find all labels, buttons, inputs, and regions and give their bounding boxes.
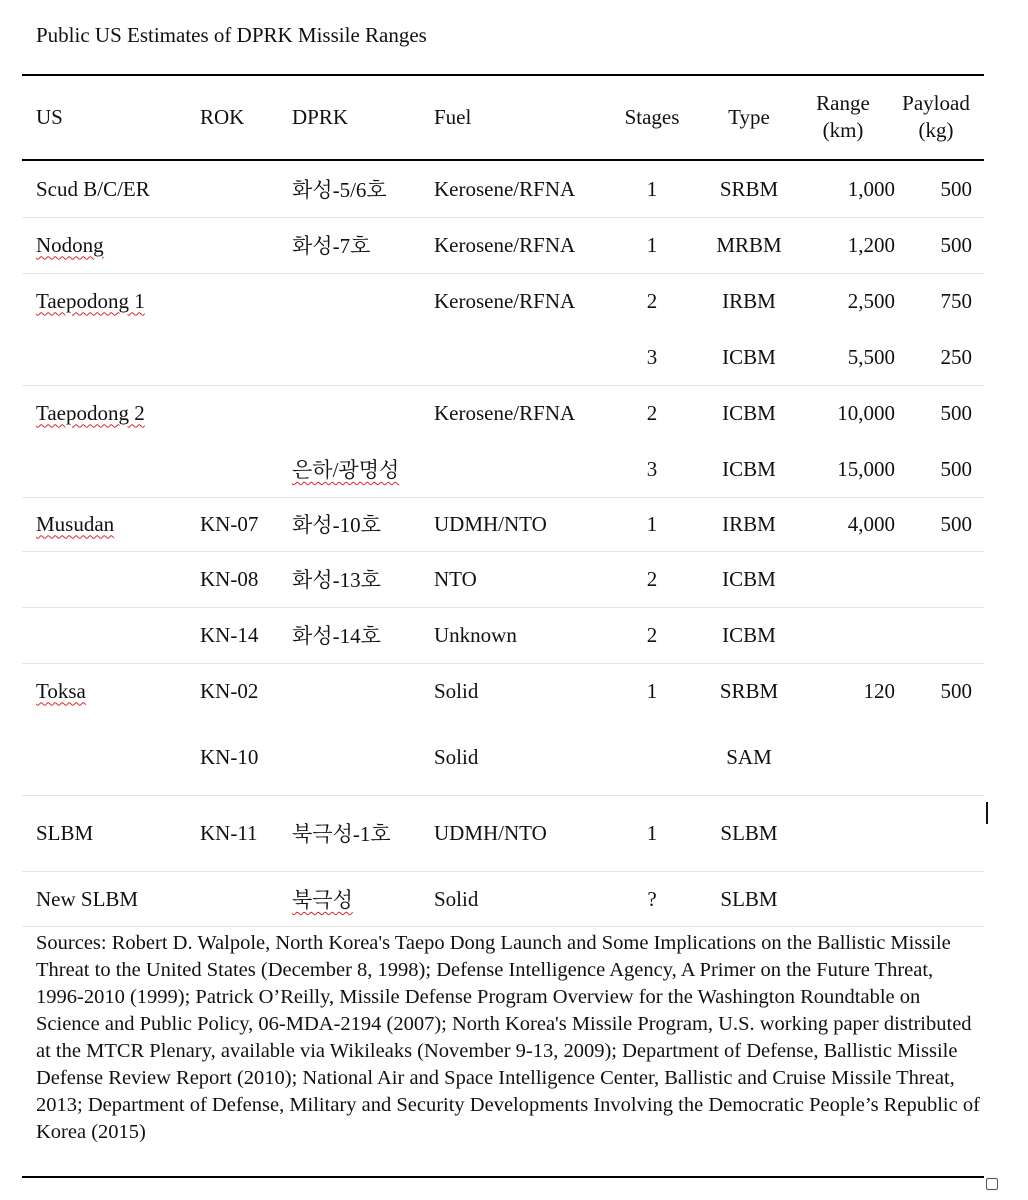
- header-fuel: Fuel: [434, 104, 472, 129]
- cell-dprk: [292, 273, 432, 329]
- cell-range: [782, 497, 895, 551]
- cell-dprk-text: 북극성: [292, 888, 353, 912]
- cell-fuel-text: UDMH/NTO: [434, 511, 547, 536]
- cell-us: [36, 385, 206, 441]
- cell-rok: [200, 273, 290, 329]
- cell-range: [782, 551, 895, 607]
- cell-stages-text: 1: [646, 820, 658, 845]
- cell-type-text: IRBM: [722, 511, 776, 536]
- cell-payload: [892, 871, 972, 927]
- cell-stages: [612, 871, 692, 927]
- cell-range-text: 1,000: [847, 176, 895, 201]
- cell-dprk: [292, 719, 432, 795]
- cell-range: [782, 795, 895, 871]
- header-type: Type: [728, 104, 770, 129]
- cell-payload-text: 500: [940, 400, 972, 425]
- cell-rok: [200, 607, 290, 663]
- cell-type: [709, 217, 789, 273]
- table-title: Public US Estimates of DPRK Missile Ranges: [36, 23, 427, 47]
- table-row: [22, 273, 984, 329]
- cell-us: [36, 719, 206, 795]
- cell-payload-text: 500: [940, 678, 972, 703]
- cell-type-text: ICBM: [722, 400, 776, 425]
- table-row: [22, 871, 984, 927]
- cell-dprk: [292, 871, 432, 927]
- sources-divider: [22, 926, 984, 927]
- cell-stages-text: 2: [646, 622, 658, 647]
- cell-us: [36, 551, 206, 607]
- cell-type-text: ICBM: [722, 566, 776, 591]
- header-range: [803, 86, 883, 148]
- cell-range: [782, 607, 895, 663]
- cell-rok: [200, 161, 290, 217]
- cell-fuel: [434, 497, 614, 551]
- cell-range: [782, 663, 895, 719]
- cell-payload-text: 500: [940, 511, 972, 536]
- cell-us-text: Taepodong 1: [36, 288, 145, 313]
- cell-fuel: [434, 551, 614, 607]
- cell-type: [709, 441, 789, 497]
- table-row: [22, 161, 984, 218]
- cell-fuel: [434, 273, 614, 329]
- cell-us-text: Toksa: [36, 678, 86, 703]
- cell-fuel-text: UDMH/NTO: [434, 820, 547, 845]
- cell-range: [782, 719, 895, 795]
- cell-us: [36, 607, 206, 663]
- cell-stages: [612, 795, 692, 871]
- cell-range-text: 5,500: [847, 344, 895, 369]
- cell-stages-text: 3: [646, 344, 658, 369]
- cell-stages-text: 2: [646, 566, 658, 591]
- cell-us-text: Taepodong 2: [36, 400, 145, 425]
- cell-dprk: [292, 607, 432, 663]
- cell-stages: [612, 719, 692, 795]
- cell-stages-text: 1: [646, 232, 658, 257]
- cell-type-text: ICBM: [722, 344, 776, 369]
- cell-fuel: [434, 607, 614, 663]
- cell-us: [36, 329, 206, 385]
- cell-range-text: 15,000: [837, 456, 895, 481]
- cell-type-text: ICBM: [722, 456, 776, 481]
- cell-fuel-text: Unknown: [434, 622, 517, 647]
- cell-payload: [892, 607, 972, 663]
- bottom-rule: [22, 1176, 984, 1178]
- header-rok: ROK: [200, 104, 245, 129]
- cell-dprk-text: 화성-5/6호: [292, 178, 387, 202]
- cell-payload-text: 750: [940, 288, 972, 313]
- cell-us: [36, 663, 206, 719]
- cell-type: [709, 871, 789, 927]
- cell-range: [782, 217, 895, 273]
- cell-stages: [612, 551, 692, 607]
- cell-rok-text: KN-10: [200, 744, 259, 769]
- cell-stages: [612, 329, 692, 385]
- cell-rok-text: KN-02: [200, 678, 259, 703]
- sources-note: [36, 930, 986, 1146]
- cell-type: [709, 795, 789, 871]
- cell-rok: [200, 329, 290, 385]
- cell-dprk-text: 화성-7호: [292, 234, 371, 258]
- cell-us-text: New SLBM: [36, 886, 139, 911]
- header-dprk: DPRK: [292, 104, 349, 129]
- cell-stages-text: ?: [647, 886, 657, 911]
- cell-type-text: SRBM: [719, 176, 779, 201]
- cell-stages: [612, 497, 692, 551]
- cell-fuel: [434, 385, 614, 441]
- cell-dprk-text: 화성-14호: [292, 624, 381, 648]
- cell-rok: [200, 497, 290, 551]
- cell-rok-text: KN-08: [200, 566, 259, 591]
- cell-stages-text: 1: [646, 678, 658, 703]
- cell-payload-text: 250: [940, 344, 972, 369]
- cell-range-text: 120: [863, 678, 895, 703]
- cell-stages: [612, 607, 692, 663]
- table-row: [22, 719, 984, 796]
- table-row: [22, 551, 984, 608]
- cell-rok: [200, 217, 290, 273]
- cell-type: [709, 607, 789, 663]
- cell-payload: [892, 719, 972, 795]
- cell-payload: [892, 551, 972, 607]
- cell-fuel: [434, 663, 614, 719]
- cell-dprk-text: 북극성-1호: [292, 822, 391, 846]
- cell-range: [782, 329, 895, 385]
- table-row: [22, 663, 984, 719]
- cell-range: [782, 273, 895, 329]
- cell-type: [709, 497, 789, 551]
- cell-us-text: Scud B/C/ER: [36, 176, 150, 201]
- cell-type-text: MRBM: [716, 232, 782, 257]
- cell-payload-text: 500: [940, 176, 972, 201]
- cell-fuel-text: Solid: [434, 886, 479, 911]
- cell-rok-text: KN-07: [200, 511, 259, 536]
- cell-payload: [892, 161, 972, 217]
- table-row: [22, 795, 984, 872]
- cell-range: [782, 161, 895, 217]
- cell-us: [36, 497, 206, 551]
- cell-stages: [612, 273, 692, 329]
- cell-range-text: 4,000: [847, 511, 895, 536]
- cell-payload: [892, 329, 972, 385]
- cell-us: [36, 217, 206, 273]
- cell-fuel-text: NTO: [434, 566, 477, 591]
- text-cursor: [986, 802, 988, 824]
- cell-stages-text: 1: [646, 176, 658, 201]
- cell-rok: [200, 719, 290, 795]
- cell-payload: [892, 795, 972, 871]
- header-range-unit: (km): [822, 118, 864, 142]
- cell-fuel-text: Kerosene/RFNA: [434, 400, 576, 425]
- cell-us-text: Musudan: [36, 511, 115, 536]
- cell-payload: [892, 497, 972, 551]
- cell-fuel-text: Kerosene/RFNA: [434, 288, 576, 313]
- cell-rok: [200, 795, 290, 871]
- cell-range: [782, 871, 895, 927]
- header-payload-unit: (kg): [918, 118, 954, 142]
- cell-type-text: SAM: [726, 744, 772, 769]
- cell-dprk-text: 화성-13호: [292, 568, 381, 592]
- cell-stages: [612, 385, 692, 441]
- cell-us: [36, 795, 206, 871]
- header-payload-label: Payload: [902, 91, 970, 115]
- cell-fuel: [434, 795, 614, 871]
- table-row: [22, 607, 984, 664]
- cell-dprk: [292, 441, 432, 497]
- cell-fuel: [434, 871, 614, 927]
- cell-type: [709, 161, 789, 217]
- header-payload: [890, 86, 982, 148]
- cell-rok-text: KN-11: [200, 820, 258, 845]
- sources-text: Sources: Robert D. Walpole, North Korea's Taepo Dong Launch and Some Implications on the Ballistic Missile Threat to the United States (December 8, 1998); Defense Intelligence Agency, A Primer on the Future Threat, 1996-2010 (1999); Patrick O’Reilly, Missile Defense Program Overview for the Washington Roundtable on Science and Public Policy, 06-MDA-2194 (2007); North Korea's Missile Program, U.S. working paper distributed at the MTCR Plenary, available via Wikileaks (November 9-13, 2009); Department of Defense, Ballistic Missile Defense Review Report (2010); National Air and Space Intelligence Center, Ballistic and Cruise Missile Threat, 2013; Department of Defense, Military and Security Developments Involving the Democratic People’s Republic of Korea (2015): [36, 932, 980, 1143]
- cell-type-text: ICBM: [722, 622, 776, 647]
- cell-range-text: 2,500: [847, 288, 895, 313]
- cell-dprk-text: 은하/광명성: [292, 458, 400, 482]
- cell-fuel-text: Solid: [434, 678, 479, 703]
- cell-payload: [892, 385, 972, 441]
- cell-stages-text: 3: [646, 456, 658, 481]
- cell-stages-text: 2: [646, 400, 658, 425]
- resize-handle[interactable]: [986, 1178, 998, 1190]
- cell-dprk: [292, 329, 432, 385]
- cell-fuel: [434, 217, 614, 273]
- cell-us-text: SLBM: [36, 820, 94, 845]
- cell-range: [782, 441, 895, 497]
- header-us: US: [36, 104, 63, 129]
- cell-type-text: SRBM: [719, 678, 779, 703]
- cell-us: [36, 161, 206, 217]
- cell-stages-text: 2: [646, 288, 658, 313]
- cell-stages: [612, 441, 692, 497]
- cell-stages-text: 1: [646, 511, 658, 536]
- cell-range-text: 10,000: [837, 400, 895, 425]
- cell-us: [36, 871, 206, 927]
- cell-payload: [892, 217, 972, 273]
- cell-type-text: IRBM: [722, 288, 776, 313]
- header-range-label: Range: [816, 91, 870, 115]
- cell-dprk: [292, 663, 432, 719]
- cell-dprk: [292, 795, 432, 871]
- table-row: [22, 385, 984, 441]
- cell-type: [709, 385, 789, 441]
- cell-payload: [892, 441, 972, 497]
- table-row: [22, 329, 984, 386]
- header-stages: Stages: [624, 104, 680, 129]
- cell-range-text: 1,200: [847, 232, 895, 257]
- cell-us: [36, 441, 206, 497]
- table-row: [22, 441, 984, 498]
- cell-fuel: [434, 441, 614, 497]
- cell-payload: [892, 663, 972, 719]
- cell-payload-text: 500: [940, 232, 972, 257]
- cell-rok: [200, 441, 290, 497]
- cell-type: [709, 719, 789, 795]
- cell-payload-text: 500: [940, 456, 972, 481]
- table-row: [22, 217, 984, 274]
- cell-type-text: SLBM: [720, 820, 778, 845]
- top-rule: [22, 74, 984, 76]
- cell-type: [709, 273, 789, 329]
- cell-us-text: Nodong: [36, 232, 104, 257]
- cell-us: [36, 273, 206, 329]
- cell-rok: [200, 385, 290, 441]
- cell-rok: [200, 551, 290, 607]
- cell-fuel-text: Kerosene/RFNA: [434, 232, 576, 257]
- cell-rok: [200, 663, 290, 719]
- cell-type: [709, 551, 789, 607]
- cell-rok: [200, 871, 290, 927]
- cell-dprk: [292, 497, 432, 551]
- cell-payload: [892, 273, 972, 329]
- cell-fuel: [434, 329, 614, 385]
- cell-stages: [612, 217, 692, 273]
- cell-type-text: SLBM: [720, 886, 778, 911]
- cell-dprk: [292, 385, 432, 441]
- cell-fuel: [434, 719, 614, 795]
- cell-type: [709, 329, 789, 385]
- cell-dprk-text: 화성-10호: [292, 513, 381, 537]
- cell-stages: [612, 161, 692, 217]
- cell-stages: [612, 663, 692, 719]
- cell-fuel-text: Kerosene/RFNA: [434, 176, 576, 201]
- cell-fuel: [434, 161, 614, 217]
- cell-fuel-text: Solid: [434, 744, 479, 769]
- cell-dprk: [292, 217, 432, 273]
- cell-dprk: [292, 161, 432, 217]
- cell-range: [782, 385, 895, 441]
- cell-type: [709, 663, 789, 719]
- cell-rok-text: KN-14: [200, 622, 259, 647]
- cell-dprk: [292, 551, 432, 607]
- table-row: [22, 497, 984, 552]
